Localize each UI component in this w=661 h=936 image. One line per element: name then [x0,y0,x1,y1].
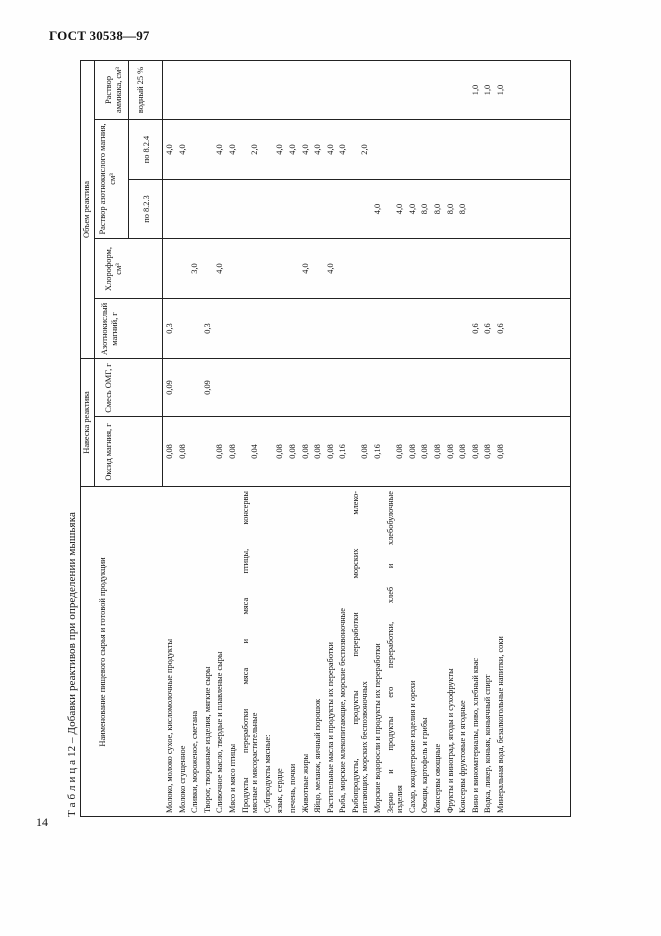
cell-oxide: 0,08 [445,444,455,459]
row-label: изделия [395,785,405,813]
cell-oxide: 0,08 [458,444,468,459]
subheader-water: водный 25 % [136,66,145,114]
reagent-table [80,60,571,817]
column-header-ammonia: Раствор аммиака, см³ [104,67,123,113]
column-header-product: Наименование пищевого сырья и готовой продукции [98,557,107,747]
row-label: язык, сердце [275,768,285,813]
cell-oxide: 0,08 [165,444,174,459]
row-label: Яйцо, меланж, яичный порошок [313,698,323,813]
cell-oxide: 0,08 [300,444,310,459]
row-label: Водка, ликер, коньяк, коньячный спирт [483,674,493,813]
cell-chl: 4,0 [215,263,225,274]
cell-oxide: 0,16 [373,444,382,459]
cell-oxide: 0,08 [483,444,493,459]
group-header-obem: Объем реактива [82,181,91,238]
cell-oxide: 0,08 [470,444,480,459]
cell-oxide: 0,08 [228,444,237,459]
cell-r824: 4,0 [165,144,174,155]
cell-nitrate: 0,6 [495,323,505,334]
cell-chl: 3,0 [190,263,200,274]
cell-r824: 4,0 [275,144,285,155]
cell-oxide: 0,08 [275,444,285,459]
cell-nitrate: 0,3 [202,323,212,334]
cell-oxide: 0,08 [407,444,417,459]
cell-r823: 4,0 [395,203,405,215]
row-label: Консервы фруктовые и ягодные [458,700,468,813]
cell-r823: 8,0 [458,203,468,215]
row-label: Молоко сгущенное [177,745,187,813]
subheader-823: по 8.2.3 [142,195,151,223]
cell-r823: 8,0 [445,203,455,215]
row-label: печень, почки [287,763,297,813]
cell-water: 1,0 [470,84,480,96]
column-header-chloroform: Хлороформ, см³ [104,247,123,291]
cell-oxide: 0,08 [432,444,442,459]
row-label: Вино и виноматериалы, пиво, хлебный квас [470,657,480,813]
cell-chl: 4,0 [325,263,335,274]
row-label: Субпродукты мясные: [262,734,272,813]
cell-r823: 4,0 [407,203,417,215]
row-label: Растительные масла и продукты их переработки [325,642,335,813]
cell-r824: 4,0 [287,144,297,155]
column-header-nitrate: Азотнокислый магний, г [100,302,119,356]
row-label: Сливочное масло, твердые и плавленые сыры [215,651,225,813]
rotated-table-block [66,60,571,817]
cell-r824: 4,0 [215,144,225,155]
cell-r824: 2,0 [360,144,370,155]
row-label: Консервы овощные [432,743,442,813]
cell-oxide: 0,08 [287,444,297,459]
column-header-mg-nitrate-solution: Раствор азотнокислого магния, см³ [98,123,117,235]
row-label: Сливки, мороженое, сметана [190,710,200,813]
row-label: Фрукты и виноград, ягоды и сухофрукты [445,668,455,813]
cell-omg: 0,09 [202,380,212,395]
cell-oxide: 0,08 [325,444,335,459]
cell-oxide: 0,16 [338,444,348,459]
cell-r823: 8,0 [432,203,442,215]
cell-r823: 4,0 [373,203,382,215]
cell-r824: 4,0 [313,144,323,155]
row-label: Мясо и мясо птицы [228,743,237,813]
cell-r824: 4,0 [300,144,310,155]
cell-oxide: 0,08 [395,444,405,459]
cell-r824: 2,0 [250,144,260,155]
cell-omg: 0,09 [165,380,174,395]
cell-oxide: 0,08 [313,444,323,459]
row-label: мясные и мясорастительные [250,712,260,813]
cell-r824: 4,0 [338,144,348,155]
cell-r824: 4,0 [325,144,335,155]
column-header-omg: Смесь ОМГ, г [104,363,113,413]
row-label: Продукты переработки мяса и мяса птицы, консервы [240,491,250,813]
row-label: Морские водоросли и продукты их переработки [373,643,382,813]
cell-oxide: 0,08 [360,444,370,459]
row-label: Зерно и продукты его переработки, хлеб и хлебобулочные [385,491,395,813]
cell-oxide: 0,08 [177,444,187,459]
row-label: Животные жиры [300,753,310,813]
cell-water: 1,0 [495,84,505,96]
row-label: питающих, морских беспозвоночных [360,681,370,813]
cell-nitrate: 0,6 [470,323,480,334]
document-header: ГОСТ 30538—97 [49,28,150,43]
row-label: Рыба, морские млекопитающие, морские беспозвоночные [338,608,348,813]
row-label: Минеральная вода, безалкогольные напитки, соки [495,636,505,813]
row-label: Молоко, молоко сухое, кисломолочные продукты [165,638,174,813]
cell-oxide: 0,08 [495,444,505,459]
cell-oxide: 0,08 [420,444,430,459]
cell-nitrate: 0,6 [483,323,493,334]
column-header-oxide: Оксид магния, г [104,423,113,481]
table-caption: Т а б л и ц а 12 – Добавки реактивов при определении мышьяка [66,512,78,817]
cell-oxide: 0,04 [250,444,260,459]
row-label: Рыбопродукты, продукты переработки морских млеко- [350,491,360,813]
row-label: Сахар, кондитерские изделия и орехи [407,680,417,813]
cell-r824: 4,0 [228,144,237,155]
row-label: Овощи, картофель и грибы [420,717,430,813]
cell-nitrate: 0,3 [165,323,174,334]
cell-r824: 4,0 [177,144,187,155]
group-header-naveska: Навеска реактива [82,391,91,454]
cell-oxide: 0,08 [215,444,225,459]
subheader-824: по 8.2.4 [142,135,151,164]
page-number: 14 [36,815,48,829]
cell-r823: 8,0 [420,203,430,215]
cell-chl: 4,0 [300,263,310,274]
row-label: Творог, творожные изделия, мягкие сыры [202,666,212,813]
cell-water: 1,0 [483,84,493,96]
